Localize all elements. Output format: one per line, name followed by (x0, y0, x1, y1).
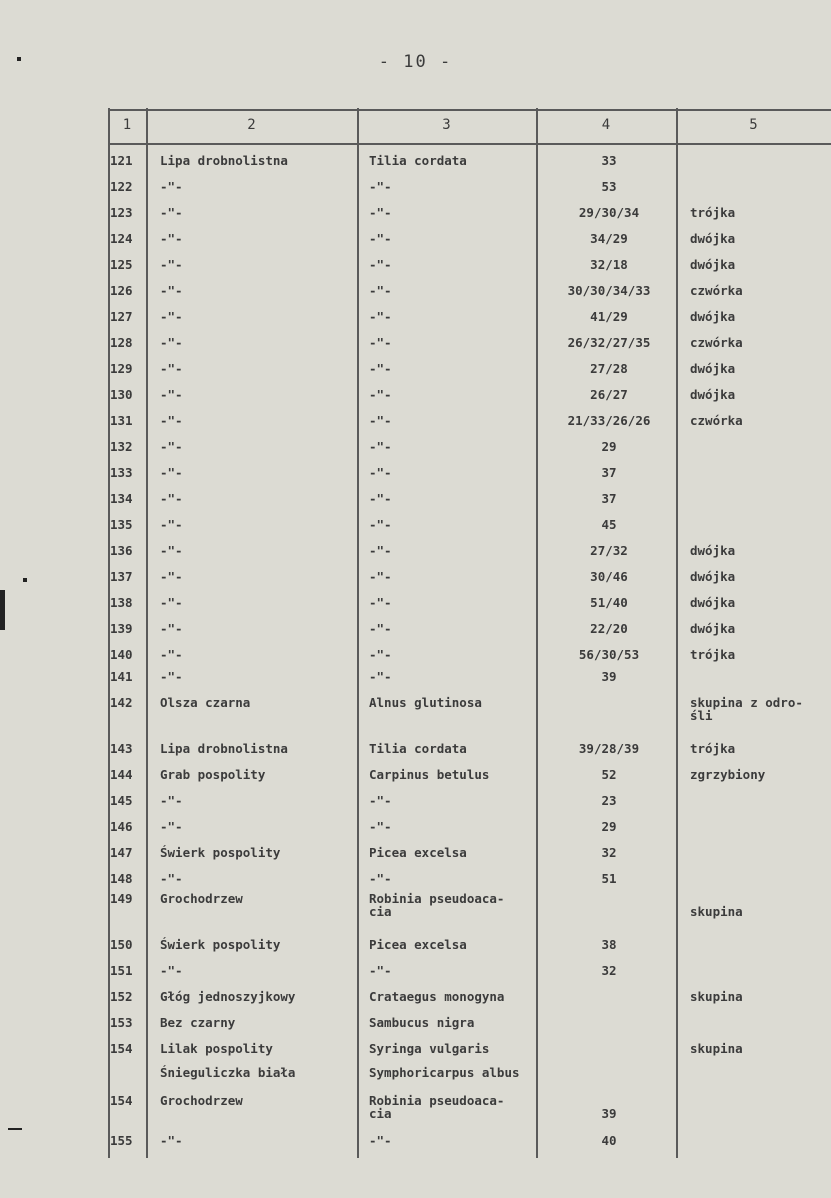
cell-latin: Sambucus nigra (369, 1015, 475, 1030)
cell-name: -"- (160, 595, 183, 610)
cell-name: Grab pospolity (160, 767, 266, 782)
cell-no: 121 (110, 154, 133, 167)
cell-name: Świerk pospolity (160, 937, 281, 952)
cell-no: 133 (110, 466, 133, 479)
cell-no: 140 (110, 648, 133, 661)
cell-latin: -"- (369, 309, 392, 324)
cell-size: 41/29 (590, 309, 628, 324)
cell-note: skupina (690, 904, 743, 919)
cell-latin: -"- (369, 543, 392, 558)
cell-latin: -"- (369, 465, 392, 480)
cell-latin: Picea excelsa (369, 937, 467, 952)
cell-latin: -"- (369, 205, 392, 220)
cell-size: 27/28 (590, 361, 628, 376)
cell-name: -"- (160, 963, 183, 978)
cell-no: 138 (110, 596, 133, 609)
cell-latin: -"- (369, 361, 392, 376)
cell-note: trójka (690, 205, 736, 220)
cell-size: 29 (601, 819, 617, 834)
cell-size: 29/30/34 (578, 205, 640, 220)
cell-name: Grochodrzew (160, 1093, 243, 1108)
cell-name: -"- (160, 335, 183, 350)
cell-size: 32/18 (590, 257, 628, 272)
cell-size: 52 (601, 767, 617, 782)
cell-latin: Crataegus monogyna (369, 989, 505, 1004)
cell-note: skupina z odro- śli (690, 695, 803, 723)
cell-size: 39/28/39 (578, 741, 640, 756)
cell-note: dwójka (690, 621, 736, 636)
cell-size: 51/40 (590, 595, 628, 610)
cell-size: 30/46 (590, 569, 628, 584)
cell-latin: -"- (369, 439, 392, 454)
cell-note: dwójka (690, 595, 736, 610)
cell-name: -"- (160, 647, 183, 662)
cell-name: Olsza czarna (160, 695, 251, 710)
cell-name: -"- (160, 491, 183, 506)
cell-latin: -"- (369, 231, 392, 246)
cell-no: 150 (110, 938, 133, 951)
cell-no: 147 (110, 846, 133, 859)
cell-size: 40 (601, 1133, 617, 1148)
column-divider-3 (357, 108, 359, 1158)
cell-size: 21/33/26/26 (567, 413, 651, 428)
cell-size: 38 (601, 937, 617, 952)
cell-latin: -"- (369, 595, 392, 610)
table-header-5: 5 (749, 117, 758, 133)
cell-size: 26/32/27/35 (567, 335, 651, 350)
cell-size: 34/29 (590, 231, 628, 246)
cell-size: 32 (601, 845, 617, 860)
cell-latin: -"- (369, 819, 392, 834)
column-divider-2 (146, 108, 148, 1158)
cell-latin: -"- (369, 413, 392, 428)
cell-size: 39 (601, 1106, 617, 1121)
cell-no: 132 (110, 440, 133, 453)
cell-size: 33 (601, 153, 617, 168)
cell-no: 143 (110, 742, 133, 755)
cell-name: -"- (160, 257, 183, 272)
cell-size: 37 (601, 465, 617, 480)
cell-latin: Symphoricarpus albus (369, 1065, 520, 1080)
cell-no: 142 (110, 696, 133, 709)
cell-no: 124 (110, 232, 133, 245)
cell-name: -"- (160, 1133, 183, 1148)
cell-note: czwórka (690, 335, 743, 350)
cell-name: -"- (160, 793, 183, 808)
cell-no: 153 (110, 1016, 133, 1029)
cell-note: dwójka (690, 231, 736, 246)
cell-no: 151 (110, 964, 133, 977)
table-header-2: 2 (247, 117, 256, 133)
column-divider-4 (536, 108, 538, 1158)
cell-size: 51 (601, 871, 617, 886)
cell-note: trójka (690, 741, 736, 756)
cell-latin: -"- (369, 491, 392, 506)
cell-latin: -"- (369, 257, 392, 272)
cell-size: 53 (601, 179, 617, 194)
cell-no: 137 (110, 570, 133, 583)
cell-note: trójka (690, 647, 736, 662)
cell-no: 154 (110, 1042, 133, 1055)
cell-name: -"- (160, 387, 183, 402)
margin-mark (17, 57, 21, 61)
cell-no: 135 (110, 518, 133, 531)
cell-name: -"- (160, 669, 183, 684)
cell-note: dwójka (690, 569, 736, 584)
table-header-4: 4 (601, 117, 611, 133)
table-header-1: 1 (122, 117, 132, 133)
cell-name: -"- (160, 871, 183, 886)
cell-name: Grochodrzew (160, 891, 243, 906)
cell-name: Świerk pospolity (160, 845, 281, 860)
cell-name: Lilak pospolity (160, 1041, 273, 1056)
cell-size: 22/20 (590, 621, 628, 636)
cell-size: 56/30/53 (578, 647, 640, 662)
cell-name: -"- (160, 205, 183, 220)
cell-name: -"- (160, 569, 183, 584)
cell-latin: Picea excelsa (369, 845, 467, 860)
cell-latin: -"- (369, 569, 392, 584)
cell-size: 39 (601, 669, 617, 684)
cell-no: 131 (110, 414, 133, 427)
cell-no: 149 (110, 892, 133, 905)
cell-note: dwójka (690, 543, 736, 558)
cell-size: 30/30/34/33 (567, 283, 651, 298)
cell-no: 123 (110, 206, 133, 219)
cell-no: 122 (110, 180, 133, 193)
cell-note: zgrzybiony (690, 767, 766, 782)
cell-no: 128 (110, 336, 133, 349)
cell-no: 148 (110, 872, 133, 885)
cell-note: dwójka (690, 387, 736, 402)
cell-latin: Carpinus betulus (369, 767, 490, 782)
cell-latin: -"- (369, 283, 392, 298)
cell-latin: -"- (369, 335, 392, 350)
cell-latin: -"- (369, 793, 392, 808)
page-number: - 10 - (378, 52, 453, 72)
cell-name: -"- (160, 413, 183, 428)
cell-note: skupina (690, 1041, 743, 1056)
cell-size: 37 (601, 491, 617, 506)
cell-size: 45 (601, 517, 617, 532)
cell-no: 145 (110, 794, 133, 807)
cell-latin: Tilia cordata (369, 741, 467, 756)
cell-note: dwójka (690, 309, 736, 324)
margin-mark (8, 1128, 22, 1130)
cell-latin: Alnus glutinosa (369, 695, 482, 710)
table-header-divider (108, 143, 831, 145)
cell-name: -"- (160, 465, 183, 480)
cell-no: 154 (110, 1094, 133, 1107)
cell-note: dwójka (690, 257, 736, 272)
cell-no: 130 (110, 388, 133, 401)
cell-no: 139 (110, 622, 133, 635)
cell-name: -"- (160, 361, 183, 376)
cell-note: dwójka (690, 361, 736, 376)
cell-size: 29 (601, 439, 617, 454)
cell-latin: -"- (369, 647, 392, 662)
cell-no: 155 (110, 1134, 133, 1147)
cell-no: 129 (110, 362, 133, 375)
cell-no: 125 (110, 258, 133, 271)
cell-name: -"- (160, 543, 183, 558)
cell-size: 23 (601, 793, 617, 808)
cell-name: Śnieguliczka biała (160, 1065, 296, 1080)
cell-latin: -"- (369, 517, 392, 532)
cell-name: -"- (160, 517, 183, 532)
cell-name: Głóg jednoszyjkowy (160, 989, 296, 1004)
cell-latin: -"- (369, 871, 392, 886)
table-header-3: 3 (442, 117, 451, 133)
cell-size: 32 (601, 963, 617, 978)
table-top-border (108, 109, 831, 111)
cell-no: 144 (110, 768, 133, 781)
cell-size: 26/27 (590, 387, 628, 402)
cell-no: 146 (110, 820, 133, 833)
cell-no: 152 (110, 990, 133, 1003)
cell-name: -"- (160, 819, 183, 834)
cell-name: Lipa drobnolistna (160, 741, 288, 756)
margin-mark (23, 578, 27, 582)
cell-no: 126 (110, 284, 133, 297)
cell-name: Bez czarny (160, 1015, 236, 1030)
cell-latin: -"- (369, 387, 392, 402)
cell-latin: Robinia pseudoaca- cia (369, 891, 505, 919)
cell-latin: Syringa vulgaris (369, 1041, 490, 1056)
cell-no: 127 (110, 310, 133, 323)
cell-name: -"- (160, 231, 183, 246)
cell-latin: Tilia cordata (369, 153, 467, 168)
cell-note: czwórka (690, 413, 743, 428)
cell-latin: -"- (369, 621, 392, 636)
cell-latin: Robinia pseudoaca- cia (369, 1093, 505, 1121)
cell-name: -"- (160, 439, 183, 454)
margin-edge (0, 590, 5, 630)
cell-no: 141 (110, 670, 133, 683)
cell-note: skupina (690, 989, 743, 1004)
cell-size: 27/32 (590, 543, 628, 558)
cell-name: -"- (160, 309, 183, 324)
cell-no: 136 (110, 544, 133, 557)
cell-note: czwórka (690, 283, 743, 298)
cell-name: -"- (160, 179, 183, 194)
cell-latin: -"- (369, 669, 392, 684)
cell-name: -"- (160, 621, 183, 636)
cell-name: Lipa drobnolistna (160, 153, 288, 168)
cell-no: 134 (110, 492, 133, 505)
cell-latin: -"- (369, 963, 392, 978)
cell-latin: -"- (369, 1133, 392, 1148)
cell-latin: -"- (369, 179, 392, 194)
cell-name: -"- (160, 283, 183, 298)
